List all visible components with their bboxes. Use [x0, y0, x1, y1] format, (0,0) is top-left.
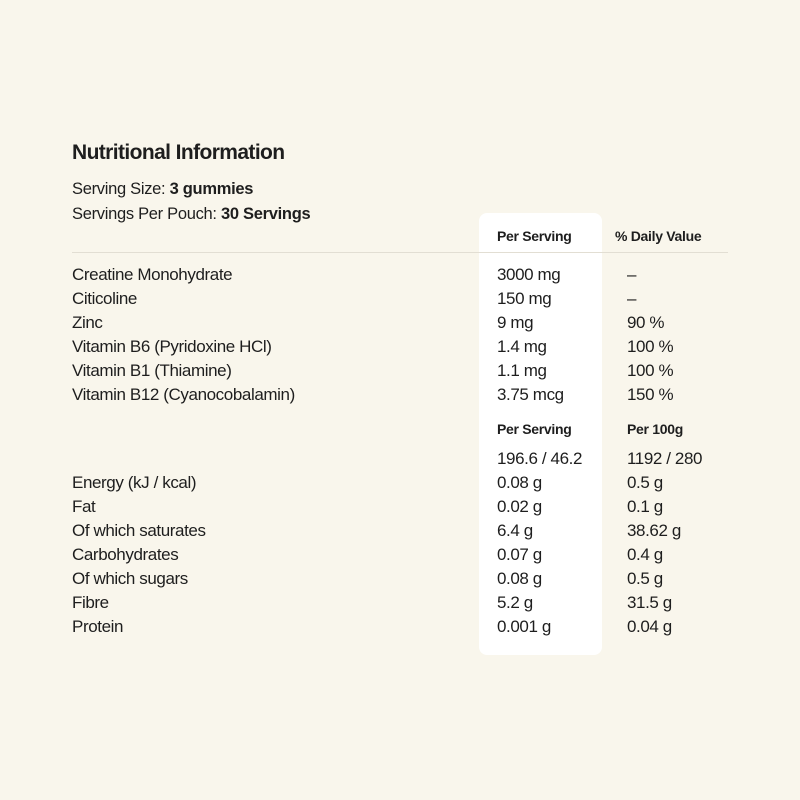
servings-per-pouch-value: 30 Servings: [221, 205, 311, 223]
row-label: Vitamin B12 (Cyanocobalamin): [72, 385, 295, 404]
table1-header-per-serving: Per Serving: [497, 228, 572, 244]
row-per-serving: 1.4 mg: [497, 337, 547, 356]
row-per-100g: 0.4 g: [627, 545, 663, 564]
row-daily-value: –: [627, 289, 637, 308]
table2-header-per-serving: Per Serving: [497, 421, 572, 437]
servings-per-pouch-line: [72, 205, 310, 224]
header-divider: [72, 252, 728, 253]
row-per-serving: 0.08 g: [497, 473, 542, 492]
row-label: Of which saturates: [72, 521, 206, 540]
row-daily-value: 90 %: [627, 313, 665, 332]
row-per-serving: 196.6 / 46.2: [497, 449, 582, 468]
row-per-100g: 0.5 g: [627, 473, 663, 492]
row-daily-value: 100 %: [627, 337, 674, 356]
row-per-serving: 0.08 g: [497, 569, 542, 588]
row-label: Protein: [72, 617, 124, 636]
row-label: Citicoline: [72, 289, 137, 308]
row-per-100g: 38.62 g: [627, 521, 681, 540]
serving-size-label: Serving Size:: [72, 180, 166, 198]
row-per-serving: 1.1 mg: [497, 361, 547, 380]
row-label: Fibre: [72, 593, 109, 612]
page-title: Nutritional Information: [72, 141, 285, 164]
serving-size-value: 3 gummies: [169, 180, 254, 198]
row-per-serving: 5.2 g: [497, 593, 533, 612]
row-per-100g: 1192 / 280: [627, 449, 703, 468]
row-per-serving: 0.07 g: [497, 545, 542, 564]
row-per-100g: 0.04 g: [627, 617, 672, 636]
row-per-100g: 0.5 g: [627, 569, 663, 588]
row-per-serving: 9 mg: [497, 313, 534, 332]
row-label: Fat: [72, 497, 96, 516]
serving-size-line: [72, 180, 253, 199]
table1-header-daily-value: % Daily Value: [615, 228, 702, 244]
row-daily-value: –: [627, 265, 637, 284]
row-label: Energy (kJ / kcal): [72, 473, 197, 492]
row-per-serving: 0.02 g: [497, 497, 542, 516]
row-label: Vitamin B1 (Thiamine): [72, 361, 232, 380]
row-daily-value: 150 %: [627, 385, 674, 404]
row-per-serving: 3000 mg: [497, 265, 561, 284]
row-per-100g: 0.1 g: [627, 497, 663, 516]
row-per-serving: 3.75 mcg: [497, 385, 564, 404]
table2-header-per-100g: Per 100g: [627, 421, 683, 437]
row-per-serving: 150 mg: [497, 289, 552, 308]
row-per-serving: 6.4 g: [497, 521, 533, 540]
row-label: Zinc: [72, 313, 103, 332]
row-per-serving: 0.001 g: [497, 617, 551, 636]
row-label: Vitamin B6 (Pyridoxine HCl): [72, 337, 272, 356]
row-label: Creatine Monohydrate: [72, 265, 233, 284]
servings-per-pouch-label: Servings Per Pouch:: [72, 205, 217, 223]
row-daily-value: 100 %: [627, 361, 674, 380]
row-label: Of which sugars: [72, 569, 188, 588]
row-label: Carbohydrates: [72, 545, 179, 564]
row-per-100g: 31.5 g: [627, 593, 672, 612]
